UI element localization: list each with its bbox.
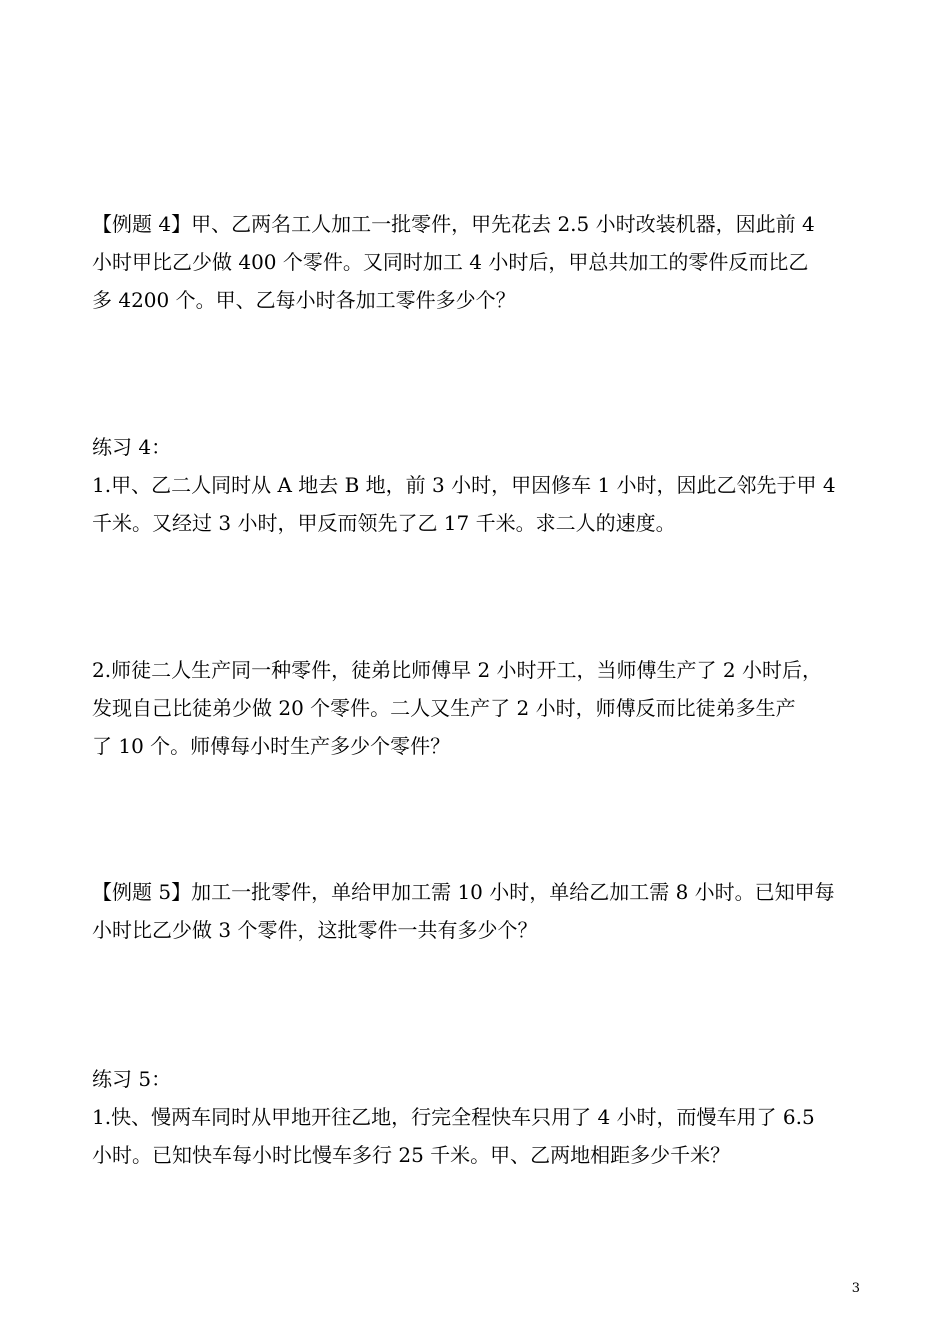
practice-4-q2-line-2: 发现自己比徒弟少做 20 个零件。二人又生产了 2 小时，师傅反而比徒弟多生产: [92, 696, 796, 720]
example-5-line-2: 小时比乙少做 3 个零件，这批零件一共有多少个？: [92, 918, 538, 942]
practice-4-q2-line-1: 2.师徒二人生产同一种零件，徒弟比师傅早 2 小时开工，当师傅生产了 2 小时后，: [92, 658, 822, 682]
example-4-line-2: 小时甲比乙少做 400 个零件。又同时加工 4 小时后，甲总共加工的零件反而比乙: [92, 250, 809, 274]
practice-4-question-2: [92, 651, 862, 765]
practice-5-q1-line-1: 1.快、慢两车同时从甲地开往乙地，行完全程快车只用了 4 小时，而慢车用了 6.5: [92, 1105, 815, 1129]
practice-4-question-1: [92, 466, 862, 542]
example-4-line-3: 多 4200 个。甲、乙每小时各加工零件多少个？: [92, 288, 516, 312]
practice-4-q1-line-2: 千米。又经过 3 小时，甲反而领先了乙 17 千米。求二人的速度。: [92, 511, 676, 535]
practice-4-q1-line-1: 1.甲、乙二人同时从 A 地去 B 地，前 3 小时，甲因修车 1 小时，因此乙邻先于甲 4: [92, 473, 836, 497]
example-5-line-1: 【例题 5】加工一批零件，单给甲加工需 10 小时，单给乙加工需 8 小时。已知甲每: [92, 880, 835, 904]
example-5-problem: [92, 873, 862, 949]
practice-5-title: 练习 5：: [92, 1067, 172, 1091]
practice-5-question-1: [92, 1098, 862, 1174]
example-4-problem: [92, 205, 862, 319]
example-4-line-1: 【例题 4】甲、乙两名工人加工一批零件，甲先花去 2.5 小时改装机器，因此前 4: [92, 212, 815, 236]
practice-4-q2-line-3: 了 10 个。师傅每小时生产多少个零件？: [92, 734, 451, 758]
practice-5-q1-line-2: 小时。已知快车每小时比慢车多行 25 千米。甲、乙两地相距多少千米？: [92, 1143, 731, 1167]
page-number: 3: [851, 1281, 860, 1296]
practice-4-title: 练习 4：: [92, 435, 172, 459]
